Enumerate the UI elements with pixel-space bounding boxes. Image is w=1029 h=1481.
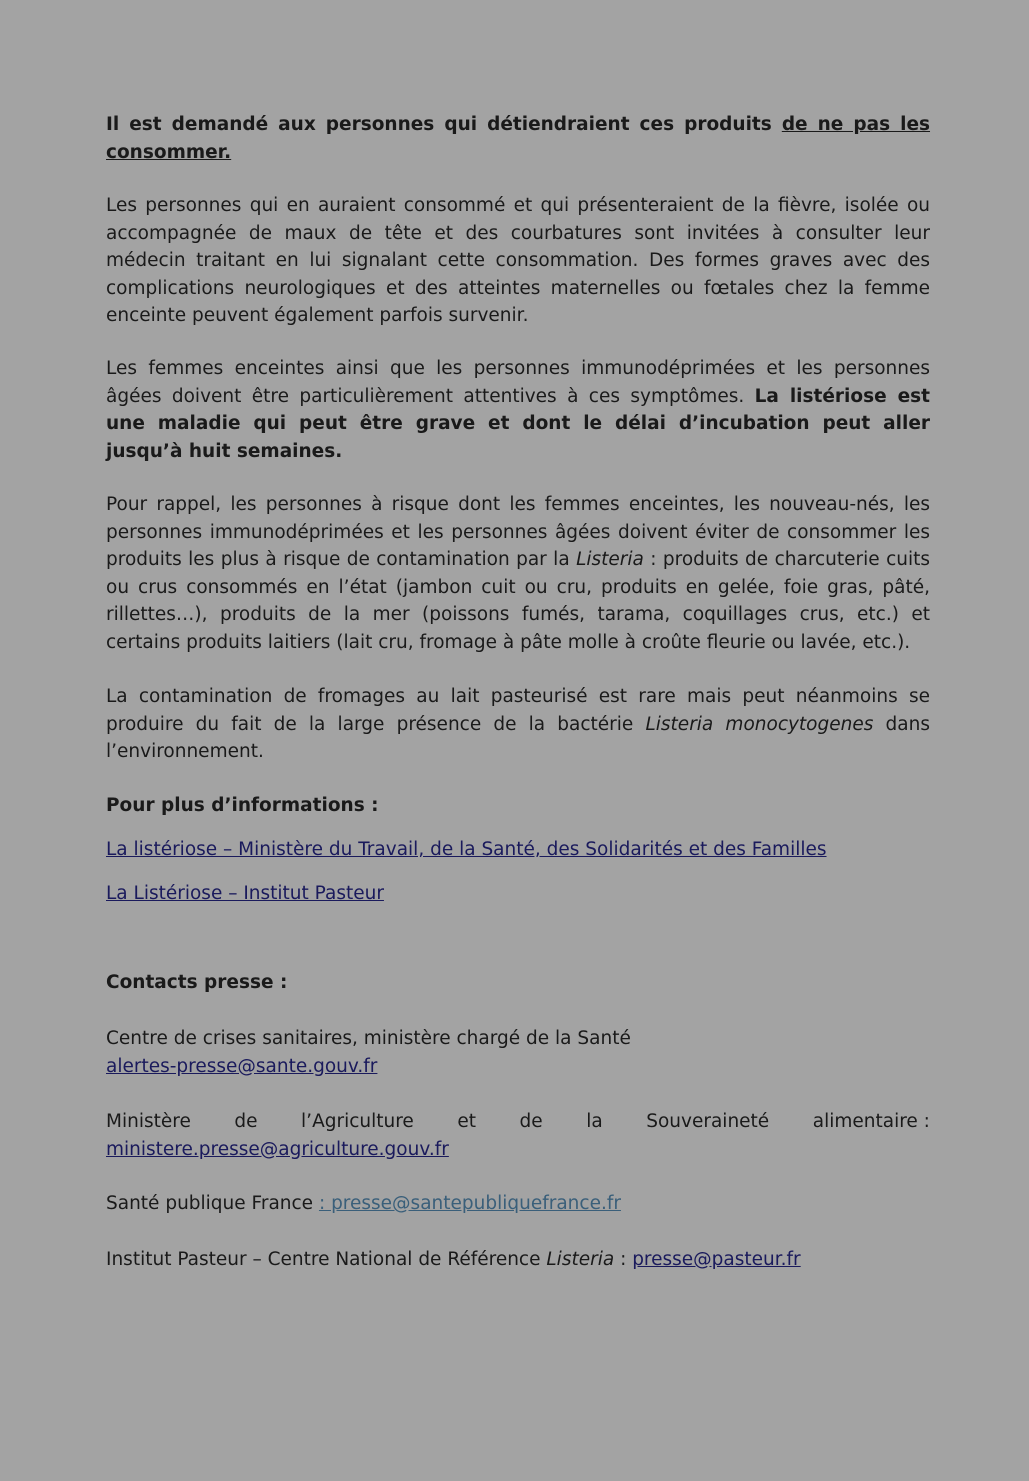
agriculture-word: la — [586, 1111, 603, 1132]
warning-lead: Il est demandé aux personnes qui détiendraient ces produits — [106, 114, 782, 135]
more-info-link-ministry — [106, 836, 930, 864]
contamination-italic: Listeria monocytogenes — [645, 713, 874, 735]
agriculture-name — [106, 1108, 930, 1136]
agriculture-email-link[interactable]: ministere.presse@agriculture.gouv.fr — [106, 1138, 449, 1160]
paragraph-reminder — [106, 491, 930, 656]
paragraph-contamination — [106, 683, 930, 766]
spf-email-link[interactable]: : presse@santepubliquefrance.fr — [318, 1193, 621, 1214]
pasteur-separator: : — [614, 1249, 633, 1270]
listeriosis-warning: La listériose est une maladie qui peut être grave et dont le délai d’incubation peut aller jusqu’à huit semaines. — [106, 385, 930, 462]
reminder-italic: Listeria — [576, 549, 644, 570]
more-info-heading: Pour plus d’informations : — [106, 795, 379, 816]
contact-agriculture — [106, 1108, 930, 1163]
pasteur-italic: Listeria — [546, 1249, 615, 1270]
reminder-text-2: : produits de charcuterie cuits ou crus consommés en l’état (jambon cuit ou cru, produits en gelée, foie gras, pâté, rillettes…), produits de la mer (poissons fumés, tarama, coquillages crus, etc.) et certains produits laitiers (lait cru, fromage à pâte molle à croûte fleurie ou lavée, etc.). — [106, 549, 930, 653]
spf-name: Santé publique France — [106, 1193, 319, 1214]
crisis-centre-email-link[interactable]: alertes-presse@sante.gouv.fr — [106, 1055, 378, 1077]
agriculture-word: Ministère — [106, 1111, 191, 1132]
pregnant-text: Les femmes enceintes ainsi que les personnes immunodéprimées et les personnes âgées doivent être particulièrement attentives à ces symptômes. — [106, 358, 930, 407]
contamination-text-2: dans l’environnement. — [106, 713, 930, 762]
agriculture-word: de — [234, 1111, 258, 1132]
ministry-link[interactable]: La listériose – Ministère du Travail, de la Santé, des Solidarités et des Familles — [106, 839, 827, 860]
contact-pasteur — [106, 1246, 930, 1274]
paragraph-fever: Les personnes qui en auraient consommé et qui présenteraient de la fièvre, isolée ou accompagnée de maux de tête et des courbatures sont invitées à consulter leur médecin traitant en lui signalant cette consommation. Des formes graves avec des complications neurologiques et des atteintes maternelles ou fœtales chez la femme enceinte peuvent également parfois survenir. — [106, 195, 930, 326]
paragraph-pregnant — [106, 355, 930, 465]
contact-crisis-centre — [106, 1025, 930, 1080]
crisis-centre-name: Centre de crises sanitaires, ministère chargé de la Santé — [106, 1028, 631, 1049]
warning-emphasis: de ne pas les consommer. — [106, 114, 931, 163]
reminder-text-1: Pour rappel, les personnes à risque dont les femmes enceintes, les nouveau-nés, les personnes immunodéprimées et les personnes âgées doivent éviter de consommer les produits les plus à risque de contamination par la — [106, 494, 930, 570]
pasteur-name: Institut Pasteur – Centre National de Référence — [106, 1249, 547, 1270]
agriculture-word: alimentaire : — [812, 1111, 930, 1132]
pasteur-link[interactable]: La Listériose – Institut Pasteur — [106, 883, 384, 904]
agriculture-word: et — [457, 1111, 476, 1132]
agriculture-word: de — [519, 1111, 543, 1132]
agriculture-word: Souveraineté — [646, 1111, 770, 1132]
contacts-heading: Contacts presse : — [106, 972, 288, 993]
consumption-warning — [106, 111, 930, 166]
more-info-link-pasteur — [106, 880, 930, 908]
agriculture-word: l’Agriculture — [301, 1111, 414, 1132]
contamination-text-1: La contamination de fromages au lait pasteurisé est rare mais peut néanmoins se produire du fait de la large présence de la bactérie — [106, 686, 930, 735]
contact-spf — [106, 1190, 930, 1218]
pasteur-email-link[interactable]: presse@pasteur.fr — [632, 1249, 801, 1270]
